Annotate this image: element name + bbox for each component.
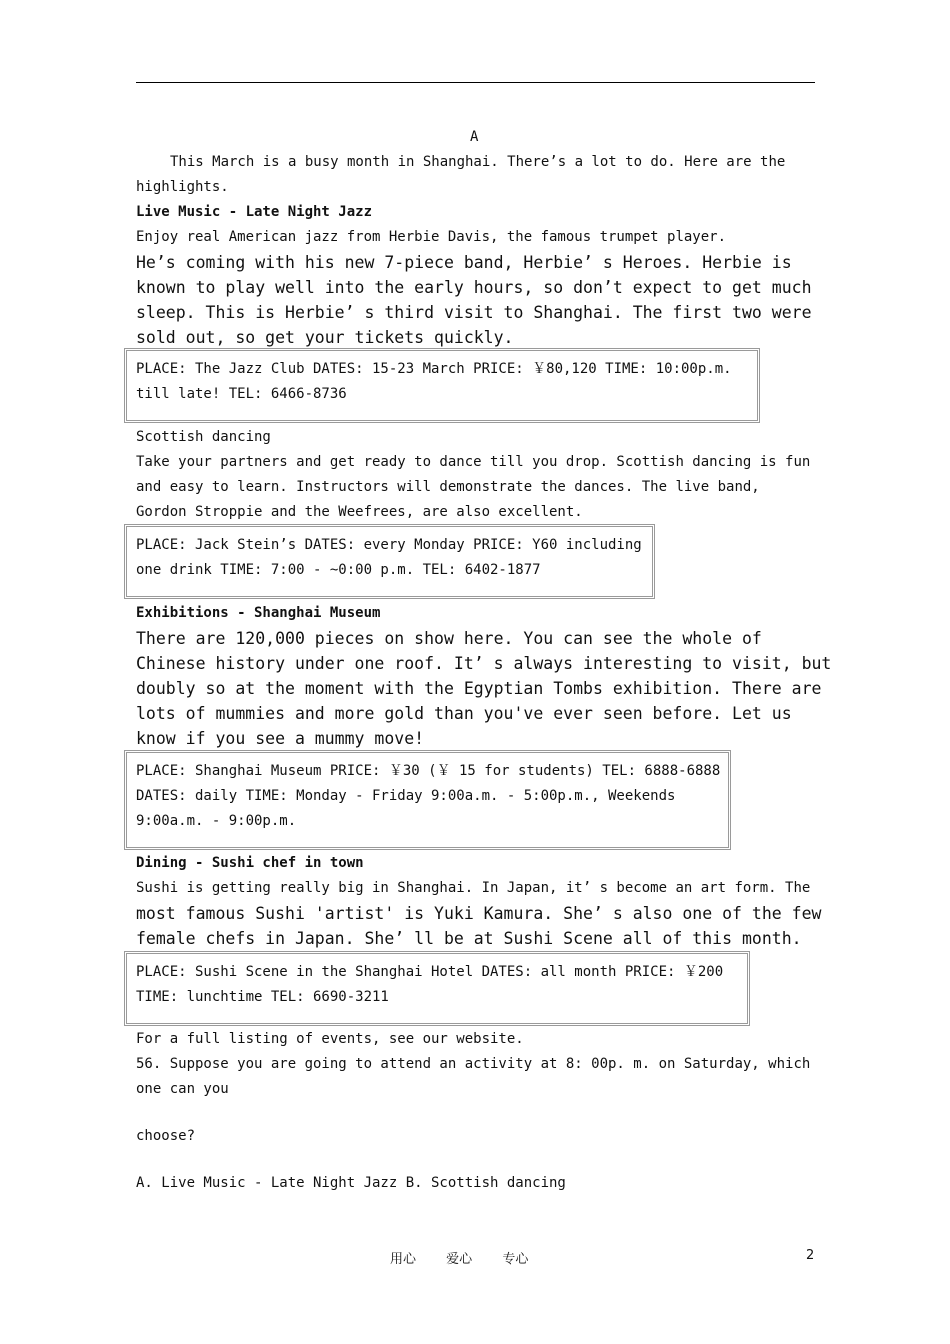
scottish-info-box: [124, 524, 655, 599]
museum-heading: Exhibitions - Shanghai Museum: [136, 605, 381, 621]
footer-word: 用心: [390, 1252, 417, 1267]
scottish-body-line: Gordon Stroppie and the Weefrees, are also excellent.: [136, 504, 583, 520]
museum-body-line: know if you see a mummy move!: [136, 729, 425, 748]
sushi-info-line: TIME: lunchtime TEL: 6690-3211: [136, 989, 389, 1005]
question-options: A. Live Music - Late Night Jazz B. Scottish dancing: [136, 1175, 566, 1191]
scottish-heading: Scottish dancing: [136, 429, 271, 445]
jazz-info-line: till late! TEL: 6466-8736: [136, 386, 347, 402]
page-number: 2: [806, 1248, 815, 1263]
scottish-info-line: PLACE: Jack Stein’s DATES: every Monday PRICE: Y60 including: [136, 537, 642, 553]
question-line: one can you: [136, 1081, 229, 1097]
museum-info-line: 9:00a.m. - 9:00p.m.: [136, 813, 297, 829]
sushi-body-line: Sushi is getting really big in Shanghai. In Japan, it’ s become an art form. The: [136, 880, 811, 896]
closing-note: For a full listing of events, see our website.: [136, 1031, 524, 1047]
footer-word: 专心: [502, 1252, 529, 1267]
museum-body-line: doubly so at the moment with the Egyptian Tombs exhibition. There are: [136, 679, 822, 698]
header-rule: [136, 82, 815, 83]
question-continuation: choose?: [136, 1128, 196, 1144]
section-letter: A: [470, 129, 479, 145]
jazz-heading: Live Music - Late Night Jazz: [136, 204, 373, 220]
intro-line-2: highlights.: [136, 179, 229, 195]
question-line: 56. Suppose you are going to attend an activity at 8: 00p. m. on Saturday, which: [136, 1056, 811, 1072]
jazz-info-box: [124, 348, 760, 423]
museum-info-line: PLACE: Shanghai Museum PRICE: ￥30 (￥ 15 for students) TEL: 6888-6888: [136, 763, 721, 779]
footer-word: 爱心: [446, 1252, 473, 1267]
museum-info-line: DATES: daily TIME: Monday - Friday 9:00a.m. - 5:00p.m., Weekends: [136, 788, 676, 804]
museum-body-line: Chinese history under one roof. It’ s always interesting to visit, but: [136, 654, 832, 673]
jazz-body-line: Enjoy real American jazz from Herbie Davis, the famous trumpet player.: [136, 229, 727, 245]
jazz-info-line: PLACE: The Jazz Club DATES: 15-23 March PRICE: ￥80,120 TIME: 10:00p.m.: [136, 361, 732, 377]
jazz-body-line: known to play well into the early hours, so don’t expect to get much: [136, 278, 812, 297]
museum-info-box: [124, 750, 731, 850]
sushi-body-line: most famous Sushi 'artist' is Yuki Kamura. She’ s also one of the few: [136, 904, 822, 923]
sushi-info-box: [124, 951, 750, 1026]
jazz-body-line: He’s coming with his new 7-piece band, Herbie’ s Heroes. Herbie is: [136, 253, 792, 272]
jazz-body-line: sold out, so get your tickets quickly.: [136, 328, 514, 347]
sushi-body-line: female chefs in Japan. She’ ll be at Sushi Scene all of this month.: [136, 929, 802, 948]
sushi-info-line: PLACE: Sushi Scene in the Shanghai Hotel DATES: all month PRICE: ￥200: [136, 964, 724, 980]
jazz-body-line: sleep. This is Herbie’ s third visit to Shanghai. The first two were: [136, 303, 812, 322]
sushi-heading: Dining - Sushi chef in town: [136, 855, 364, 871]
scottish-body-line: Take your partners and get ready to dance till you drop. Scottish dancing is fun: [136, 454, 811, 470]
footer-motto: [390, 1248, 554, 1267]
scottish-body-line: and easy to learn. Instructors will demonstrate the dances. The live band,: [136, 479, 760, 495]
museum-body-line: There are 120,000 pieces on show here. You can see the whole of: [136, 629, 762, 648]
museum-body-line: lots of mummies and more gold than you've ever seen before. Let us: [136, 704, 792, 723]
intro-line-1: This March is a busy month in Shanghai. There’s a lot to do. Here are the: [170, 154, 786, 170]
scottish-info-line: one drink TIME: 7:00 - ~0:00 p.m. TEL: 6402-1877: [136, 562, 541, 578]
